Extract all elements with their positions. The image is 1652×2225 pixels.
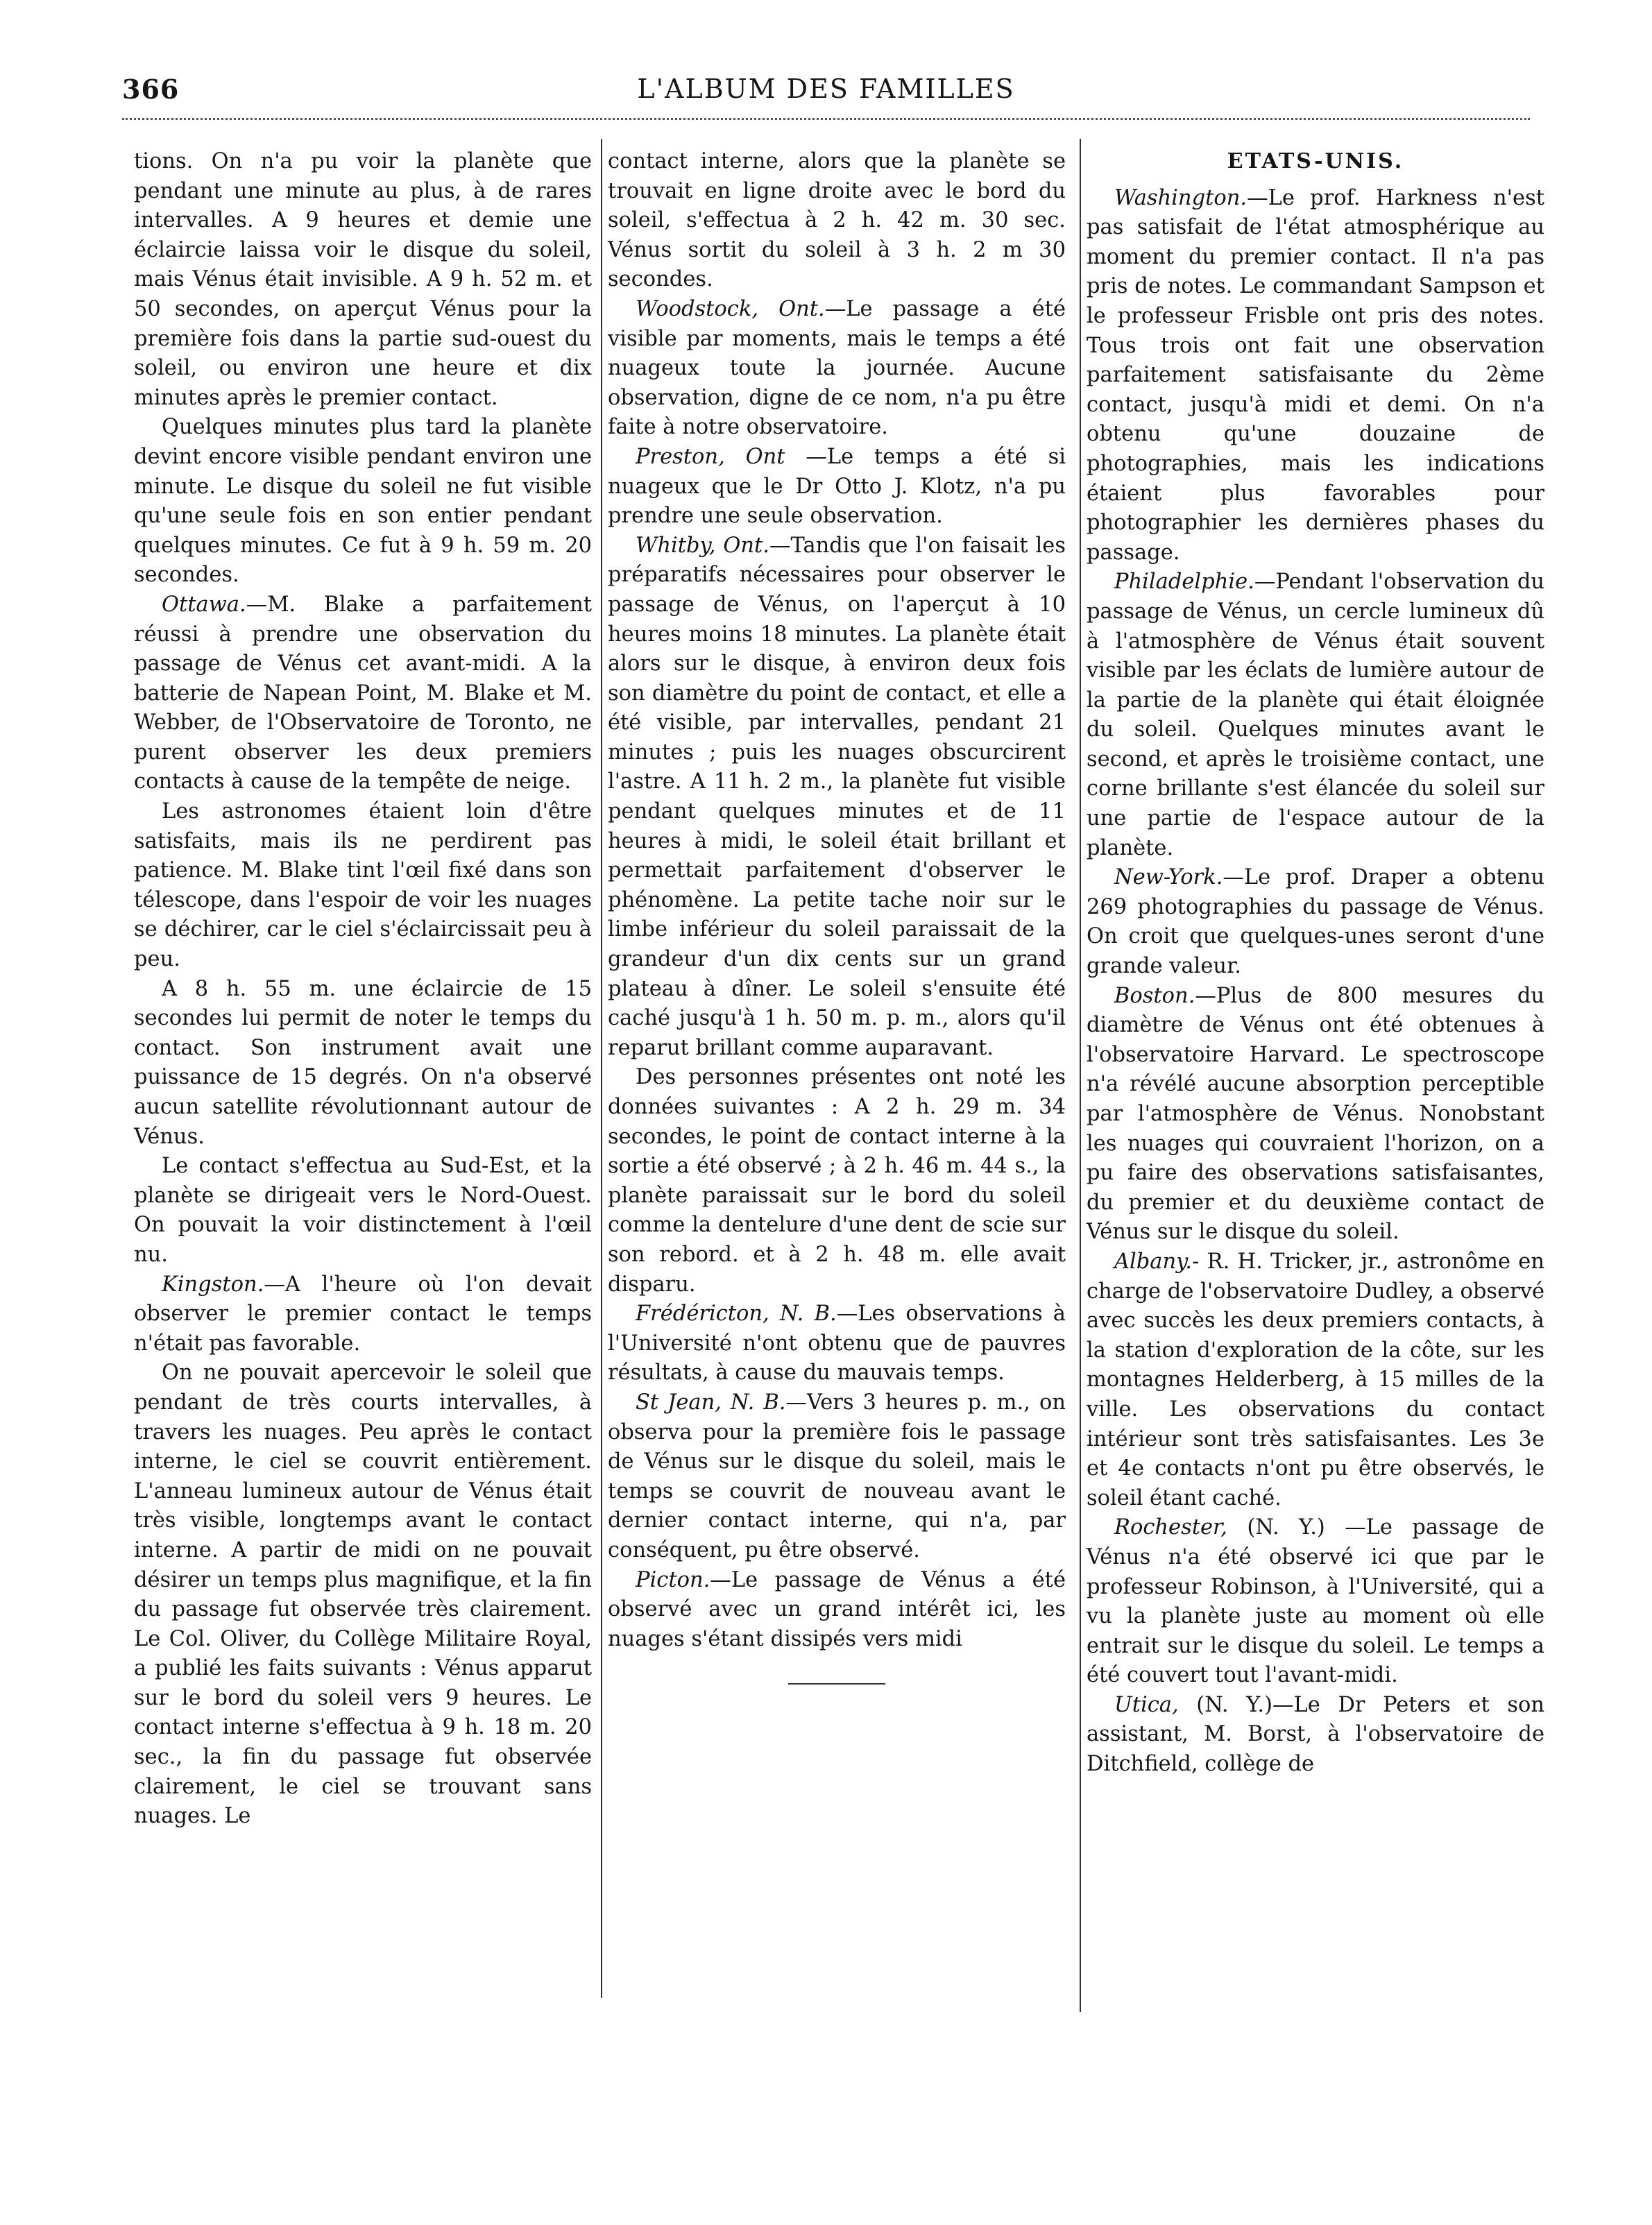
place-name: New-York. (1114, 865, 1223, 890)
paragraph-text: —Plus de 800 mesures du diamètre de Vénus ont été obtenues à l'observatoire Harvard. Le spectroscope n'a révélé aucune absorption perceptible par l'atmosphère de Vénus. Nonobstant les nuages qui couvraient l'horizon, on a pu faire des observations satisfaisantes, du premier et du deuxième contact de Vénus sur le disque du soleil. (1087, 983, 1544, 1245)
place-name: Picton. (636, 1567, 710, 1592)
place-name: Preston, Ont (636, 444, 785, 469)
text-column-2 (608, 147, 1066, 1685)
running-title: L'ALBUM DES FAMILLES (637, 74, 1015, 104)
place-name: Kingston. (162, 1272, 264, 1297)
column-divider (1080, 139, 1081, 2012)
paragraph (1087, 1691, 1544, 1780)
paragraph (134, 147, 592, 413)
paragraph-text: —Pendant l'observation du passage de Vénus, un cercle lumineux dû à l'atmosphère de Vénus était souvent visible par les éclats de lumière autour de la partie de la planète qui était éloignée du soleil. Quelques minutes avant le second, et après le troisième contact, une corne brillante s'est élancée du soleil sur une partie de l'espace autour de la planète. (1087, 570, 1544, 860)
paragraph-text: —Tandis que l'on faisait les préparatifs nécessaires pour observer le passage de Vénus, on l'aperçut à 10 heures moins 18 minutes. La planète était alors sur le disque, à environ deux fois son diamètre du point de contact, et elle a été visible, par intervalles, pendant 21 minutes ; puis les nuages obscurcirent l'astre. A 11 h. 2 m., la planète fut visible pendant quelques minutes et de 11 heures à midi, le soleil était brillant et permettait parfaitement d'observer le phénomène. La petite tache noir sur le limbe inférieur du soleil paraissait de la grandeur d'un dix cents sur un grand plateau à dîner. Le soleil s'ensuite été caché jusqu'à 1 h. 50 m. p. m., alors qu'il reparut brillant comme auparavant. (608, 533, 1066, 1060)
paragraph-text: —Les observations à l'Université n'ont obtenu que de pauvres résultats, à cause du mauvais temps. (608, 1302, 1066, 1386)
column-divider (601, 139, 602, 1998)
paragraph (608, 147, 1066, 295)
paragraph (1087, 184, 1544, 568)
place-name: Boston. (1114, 983, 1195, 1008)
place-name: Utica, (1114, 1692, 1179, 1717)
paragraph (134, 975, 592, 1152)
paragraph (134, 590, 592, 797)
paragraph (1087, 1513, 1544, 1691)
paragraph-text: —Le prof. Harkness n'est pas satisfait de l'état atmosphérique au moment du premier contact. Il n'a pas pris de notes. Le commandant Sampson et le professeur Frisble ont pris des notes. Tous trois ont fait une observation parfaitement satisfaisante du 2ème contact, jusqu'à midi et demi. On n'a obtenu qu'une douzaine de photographies, mais les indications étaient plus favorables pour photographier les dernières phases du passage. (1087, 185, 1544, 565)
paragraph (608, 1299, 1066, 1388)
paragraph-text: On ne pouvait apercevoir le soleil que pendant de très courts intervalles, à travers les nuages. Peu après le contact interne, le ciel se couvrit entièrement. L'anneau lumineux autour de Vénus était très visible, longtemps avant le contact interne. A partir de midi on ne pouvait désirer un temps plus magnifique, et la fin du passage fut observée très clairement. Le Col. Oliver, du Collège Militaire Royal, a publié les faits suivants : Vénus apparut sur le bord du soleil vers 9 heures. Le contact interne s'effectua à 9 h. 18 m. 20 sec., la fin du passage fut observée clairement, le ciel se trouvant sans nuages. Le (134, 1361, 592, 1829)
place-name: Frédéricton, N. B. (636, 1302, 837, 1327)
paragraph (608, 1388, 1066, 1566)
text-column-3 (1087, 147, 1544, 1780)
paragraph-text: Les astronomes étaient loin d'être satisfaits, mais ils ne perdirent pas patience. M. Blake tint l'œil fixé dans son télescope, dans l'espoir de voir les nuages se déchirer, car le ciel s'éclaircissait peu à peu. (134, 799, 592, 972)
paragraph-text: —Le passage a été visible par moments, mais le temps a été nuageux toute la journée. Aucune observation, digne de ce nom, n'a pu être faite à notre observatoire. (608, 296, 1066, 440)
paragraph (134, 1358, 592, 1832)
paragraph-text: (N. Y.)—Le Dr Peters et son assistant, M. Borst, à l'observatoire de Ditchfield, collège de (1087, 1692, 1544, 1777)
place-name: Ottawa. (162, 592, 246, 617)
paragraph-text: - R. H. Tricker, jr., astronôme en charge de l'observatoire Dudley, a observé avec succès les deux premiers contacts, à la station d'exploration de la côte, sur les montagnes Helderberg, à 15 milles de la ville. Les observations du contact intérieur sont très satisfaisantes. Les 3e et 4e contacts n'ont pu être observés, le soleil étant caché. (1087, 1249, 1544, 1510)
paragraph (1087, 1247, 1544, 1513)
paragraph (1087, 568, 1544, 863)
paragraph-text: A 8 h. 55 m. une éclaircie de 15 secondes lui permit de noter le temps du contact. Son instrument avait une puissance de 15 degrés. On n'a observé aucun satellite révolutionnant autour de Vénus. (134, 976, 592, 1149)
text-column-1 (134, 147, 592, 1832)
place-name: St Jean, N. B. (636, 1390, 786, 1415)
header-rule (122, 118, 1530, 120)
paragraph (134, 797, 592, 975)
place-name: Woodstock, Ont. (636, 296, 825, 321)
place-name: Whitby, Ont. (636, 533, 769, 558)
paragraph-text: —Vers 3 heures p. m., on observa pour la première fois le passage de Vénus sur le disque du soleil, mais le temps se couvrit de nouveau avant le dernier contact interne, qui n'a, par conséquent, pu être observé. (608, 1390, 1066, 1562)
place-name: Washington. (1114, 185, 1247, 210)
paragraph-text: —Le passage de Vénus a été observé avec un grand intérêt ici, les nuages s'étant dissipés vers midi (608, 1567, 1066, 1651)
paragraph-text: —A l'heure où l'on devait observer le premier contact le temps n'était pas favorable. (134, 1272, 592, 1356)
section-heading: ETATS-UNIS. (1227, 149, 1404, 173)
paragraph-text: —M. Blake a parfaitement réussi à prendre une observation du passage de Vénus cet avant-midi. A la batterie de Napean Point, M. Blake et M. Webber, de l'Observatoire de Toronto, ne purent observer les deux premiers contacts à cause de la tempête de neige. (134, 592, 592, 794)
paragraph-text: Quelques minutes plus tard la planète devint encore visible pendant environ une minute. Le disque du soleil ne fut visible qu'une seule fois en son entier pendant quelques minutes. Ce fut à 9 h. 59 m. 20 secondes. (134, 415, 592, 588)
place-name: Albany. (1114, 1249, 1193, 1274)
paragraph-text: —Le prof. Draper a obtenu 269 photographies du passage de Vénus. On croit que quelques-unes seront d'une grande valeur. (1087, 865, 1544, 979)
paragraph-text: contact interne, alors que la planète se trouvait en ligne droite avec le bord du soleil, s'effectua à 2 h. 42 m. 30 sec. Vénus sortit du soleil à 3 h. 2 m 30 secondes. (608, 149, 1066, 292)
paragraph (1087, 863, 1544, 981)
paragraph (134, 1270, 592, 1359)
paragraph (1087, 982, 1544, 1247)
paragraph-text: Le contact s'effectua au Sud-Est, et la planète se dirigeait vers le Nord-Ouest. On pouvait la voir distinctement à l'œil nu. (134, 1154, 592, 1267)
paragraph (608, 531, 1066, 1064)
paragraph (608, 1063, 1066, 1299)
paragraph-text: (N. Y.) —Le passage de Vénus n'a été observé ici que par le professeur Robinson, à l'Université, qui a vu la planète juste au moment où elle entrait sur le disque du soleil. Le temps a été couvert tout l'avant-midi. (1087, 1515, 1544, 1688)
paragraph (134, 1152, 592, 1270)
place-name: Rochester, (1114, 1515, 1227, 1540)
paragraph (134, 413, 592, 590)
paragraph (608, 295, 1066, 443)
page-number: 366 (122, 74, 180, 105)
paragraph-text: Des personnes présentes ont noté les données suivantes : A 2 h. 29 m. 34 secondes, le point de contact interne à la sortie a été observé ; à 2 h. 46 m. 44 s., la planète paraissait sur le bord du soleil comme la dentelure d'une dent de scie sur son rebord. et à 2 h. 48 m. elle avait disparu. (608, 1065, 1066, 1297)
paragraph (608, 443, 1066, 531)
place-name: Philadelphie. (1114, 570, 1254, 595)
paragraph (608, 1566, 1066, 1655)
end-rule (788, 1683, 885, 1685)
paragraph-text: —Le temps a été si nuageux que le Dr Otto J. Klotz, n'a pu prendre une seule observation. (608, 444, 1066, 529)
paragraph-text: tions. On n'a pu voir la planète que pendant une minute au plus, à de rares intervalles. A 9 heures et demie une éclaircie laissa voir le disque du soleil, mais Vénus était invisible. A 9 h. 52 m. et 50 secondes, on aperçut Vénus pour la première fois dans la partie sud-ouest du soleil, ou environ une heure et dix minutes après le premier contact. (134, 149, 592, 410)
